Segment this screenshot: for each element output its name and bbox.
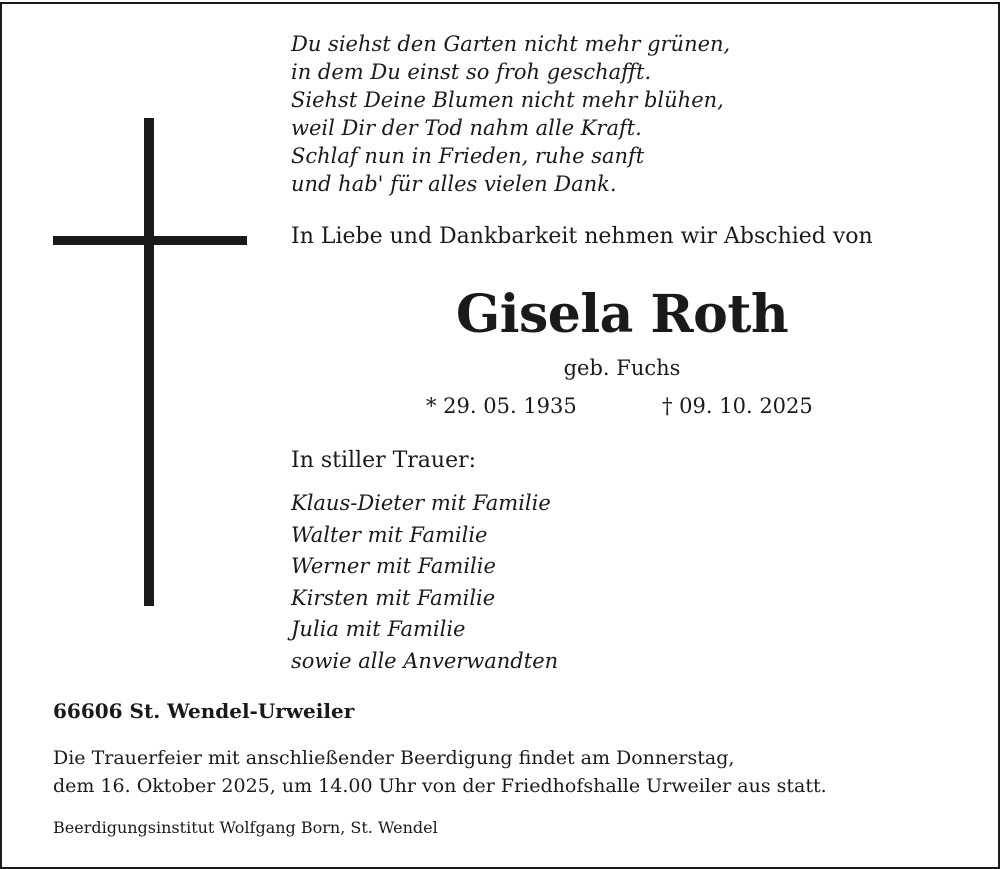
mourners-heading: In stiller Trauer: [291,448,477,473]
mourner-item: Klaus-Dieter mit Familie [291,491,551,515]
poem-line: und hab' für alles vielen Dank. [291,172,617,196]
poem-line: in dem Du einst so froh geschafft. [291,60,652,84]
mourner-item: Kirsten mit Familie [291,585,496,610]
service-line: Die Trauerfeier mit anschließender Beerdigung findet am Donnerstag, [53,747,735,769]
death-date: † 09. 10. 2025 [662,394,813,418]
mourner-item: Werner mit Familie [291,554,496,578]
memorial-poem [291,30,730,198]
mourner-item: Julia mit Familie [291,617,466,641]
birth-date: * 29. 05. 1935 [426,394,577,418]
deceased-name: Gisela Roth [455,284,789,345]
poem-line: Schlaf nun in Frieden, ruhe sanft [291,144,645,168]
place-of-residence: 66606 St. Wendel-Urweiler [53,699,355,723]
mourner-item: Walter mit Familie [291,522,488,547]
service-line: dem 16. Oktober 2025, um 14.00 Uhr von der Friedhofshalle Urweiler aus statt. [53,775,827,797]
farewell-intro: In Liebe und Dankbarkeit nehmen wir Abschied von [291,224,873,249]
mourner-item: sowie alle Anverwandten [291,648,559,673]
funeral-home: Beerdigungsinstitut Wolfgang Born, St. Wendel [53,818,438,837]
obituary-notice [0,2,1000,869]
funeral-service-info [53,744,827,800]
poem-line: weil Dir der Tod nahm alle Kraft. [291,116,642,140]
poem-line: Siehst Deine Blumen nicht mehr blühen, [291,88,724,112]
poem-line: Du siehst den Garten nicht mehr grünen, [291,32,731,56]
mourners-list [291,488,558,677]
maiden-name: geb. Fuchs [563,356,681,380]
cross-horizontal-beam [53,236,247,245]
cross-vertical-beam [144,118,154,606]
